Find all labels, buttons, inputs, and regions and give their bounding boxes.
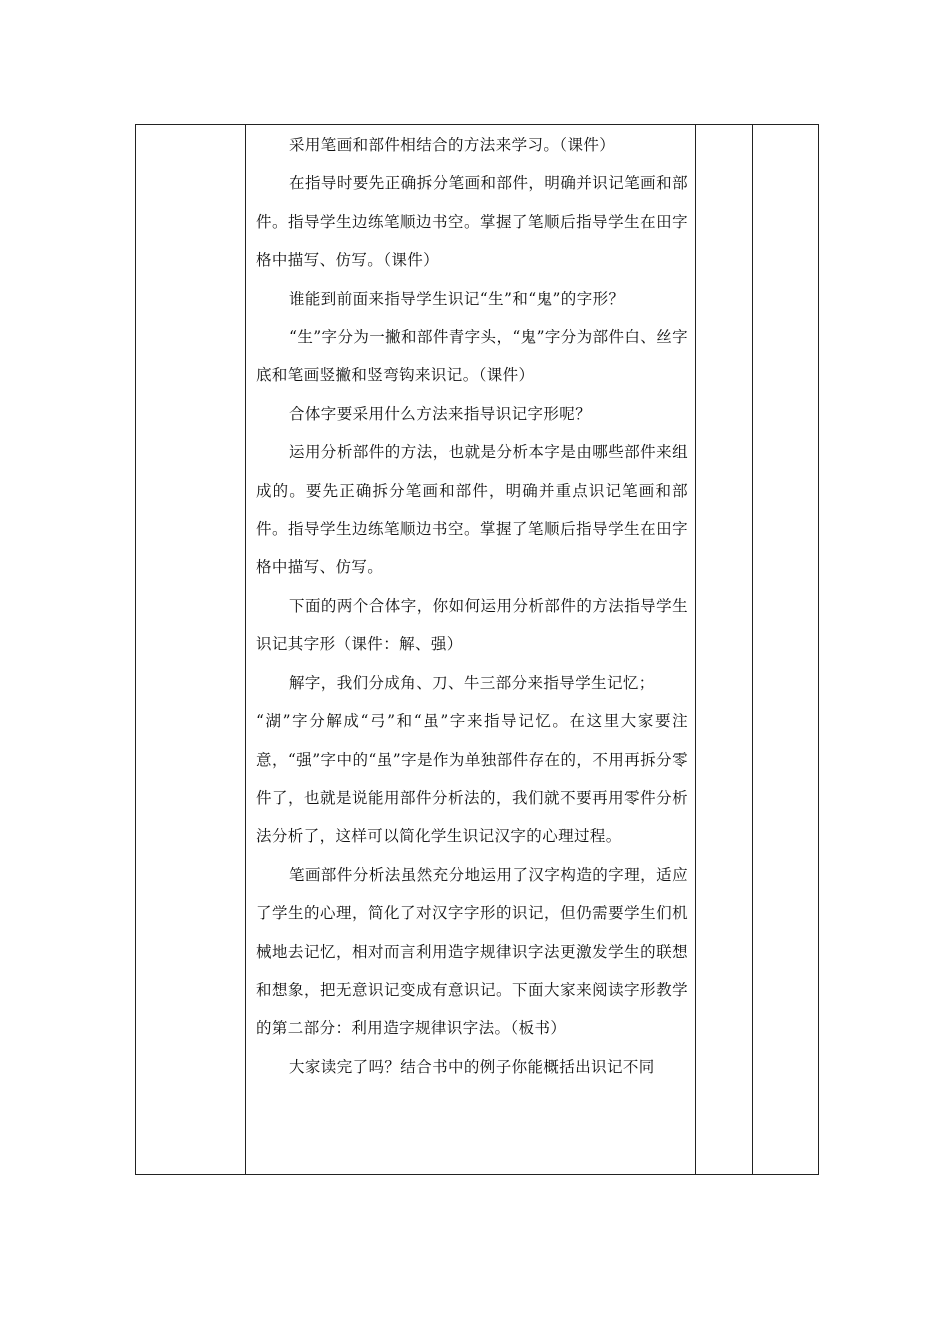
- table-cell-content: [246, 125, 695, 1174]
- paragraph: 合体字要采用什么方法来指导识记字形呢？: [289, 404, 592, 423]
- paragraph: 解字，我们分成角、刀、牛三部分来指导学生记忆；: [289, 673, 655, 692]
- paragraph: 谁能到前面来指导学生识记“生”和“鬼”的字形？: [289, 289, 625, 308]
- table-cell-left-empty: [136, 125, 245, 1174]
- paragraph: 大家读完了吗？结合书中的例子你能概括出识记不同: [289, 1057, 655, 1076]
- paragraph: 采用笔画和部件相结合的方法来学习。（课件）: [289, 136, 616, 154]
- paragraph: 在指导时要先正确拆分笔画和部件，明确并识记笔画和部件。指导学生边练笔顺边书空。掌握了笔顺后指导学生在田字格中描写、仿写。（课件）: [256, 174, 688, 270]
- lesson-table: [135, 124, 819, 1175]
- table-cell-right-empty-1: [696, 125, 752, 1174]
- paragraph: 下面的两个合体字，你如何运用分析部件的方法指导学生识记其字形（课件：解、强）: [256, 596, 688, 654]
- paragraph: “生”字分为一撇和部件青字头，“鬼”字分为部件白、丝字底和笔画竖撇和竖弯钩来识记。（课件）: [256, 328, 688, 385]
- paragraph: 笔画部件分析法虽然充分地运用了汉字构造的字理，适应了学生的心理，简化了对汉字字形的识记，但仍需要学生们机械地去记忆，相对而言利用造字规律识字法更激发学生的联想和想象，把无意识记变成有意识记。下面大家来阅读字形教学的第二部分：利用造字规律识字法。（板书）: [256, 865, 688, 1038]
- lesson-text: [256, 126, 688, 1086]
- paragraph: “湖”字分解成“弓”和“虽”字来指导记忆。在这里大家要注意，“强”字中的“虽”字是作为单独部件存在的，不用再拆分零件了，也就是说能用部件分析法的，我们就不要再用零件分析法分析了，这样可以简化学生识记汉字的心理过程。: [256, 712, 688, 846]
- table-cell-right-empty-2: [753, 125, 818, 1174]
- paragraph: 运用分析部件的方法，也就是分析本字是由哪些部件来组成的。要先正确拆分笔画和部件，明确并重点识记笔画和部件。指导学生边练笔顺边书空。掌握了笔顺后指导学生在田字格中描写、仿写。: [256, 443, 688, 577]
